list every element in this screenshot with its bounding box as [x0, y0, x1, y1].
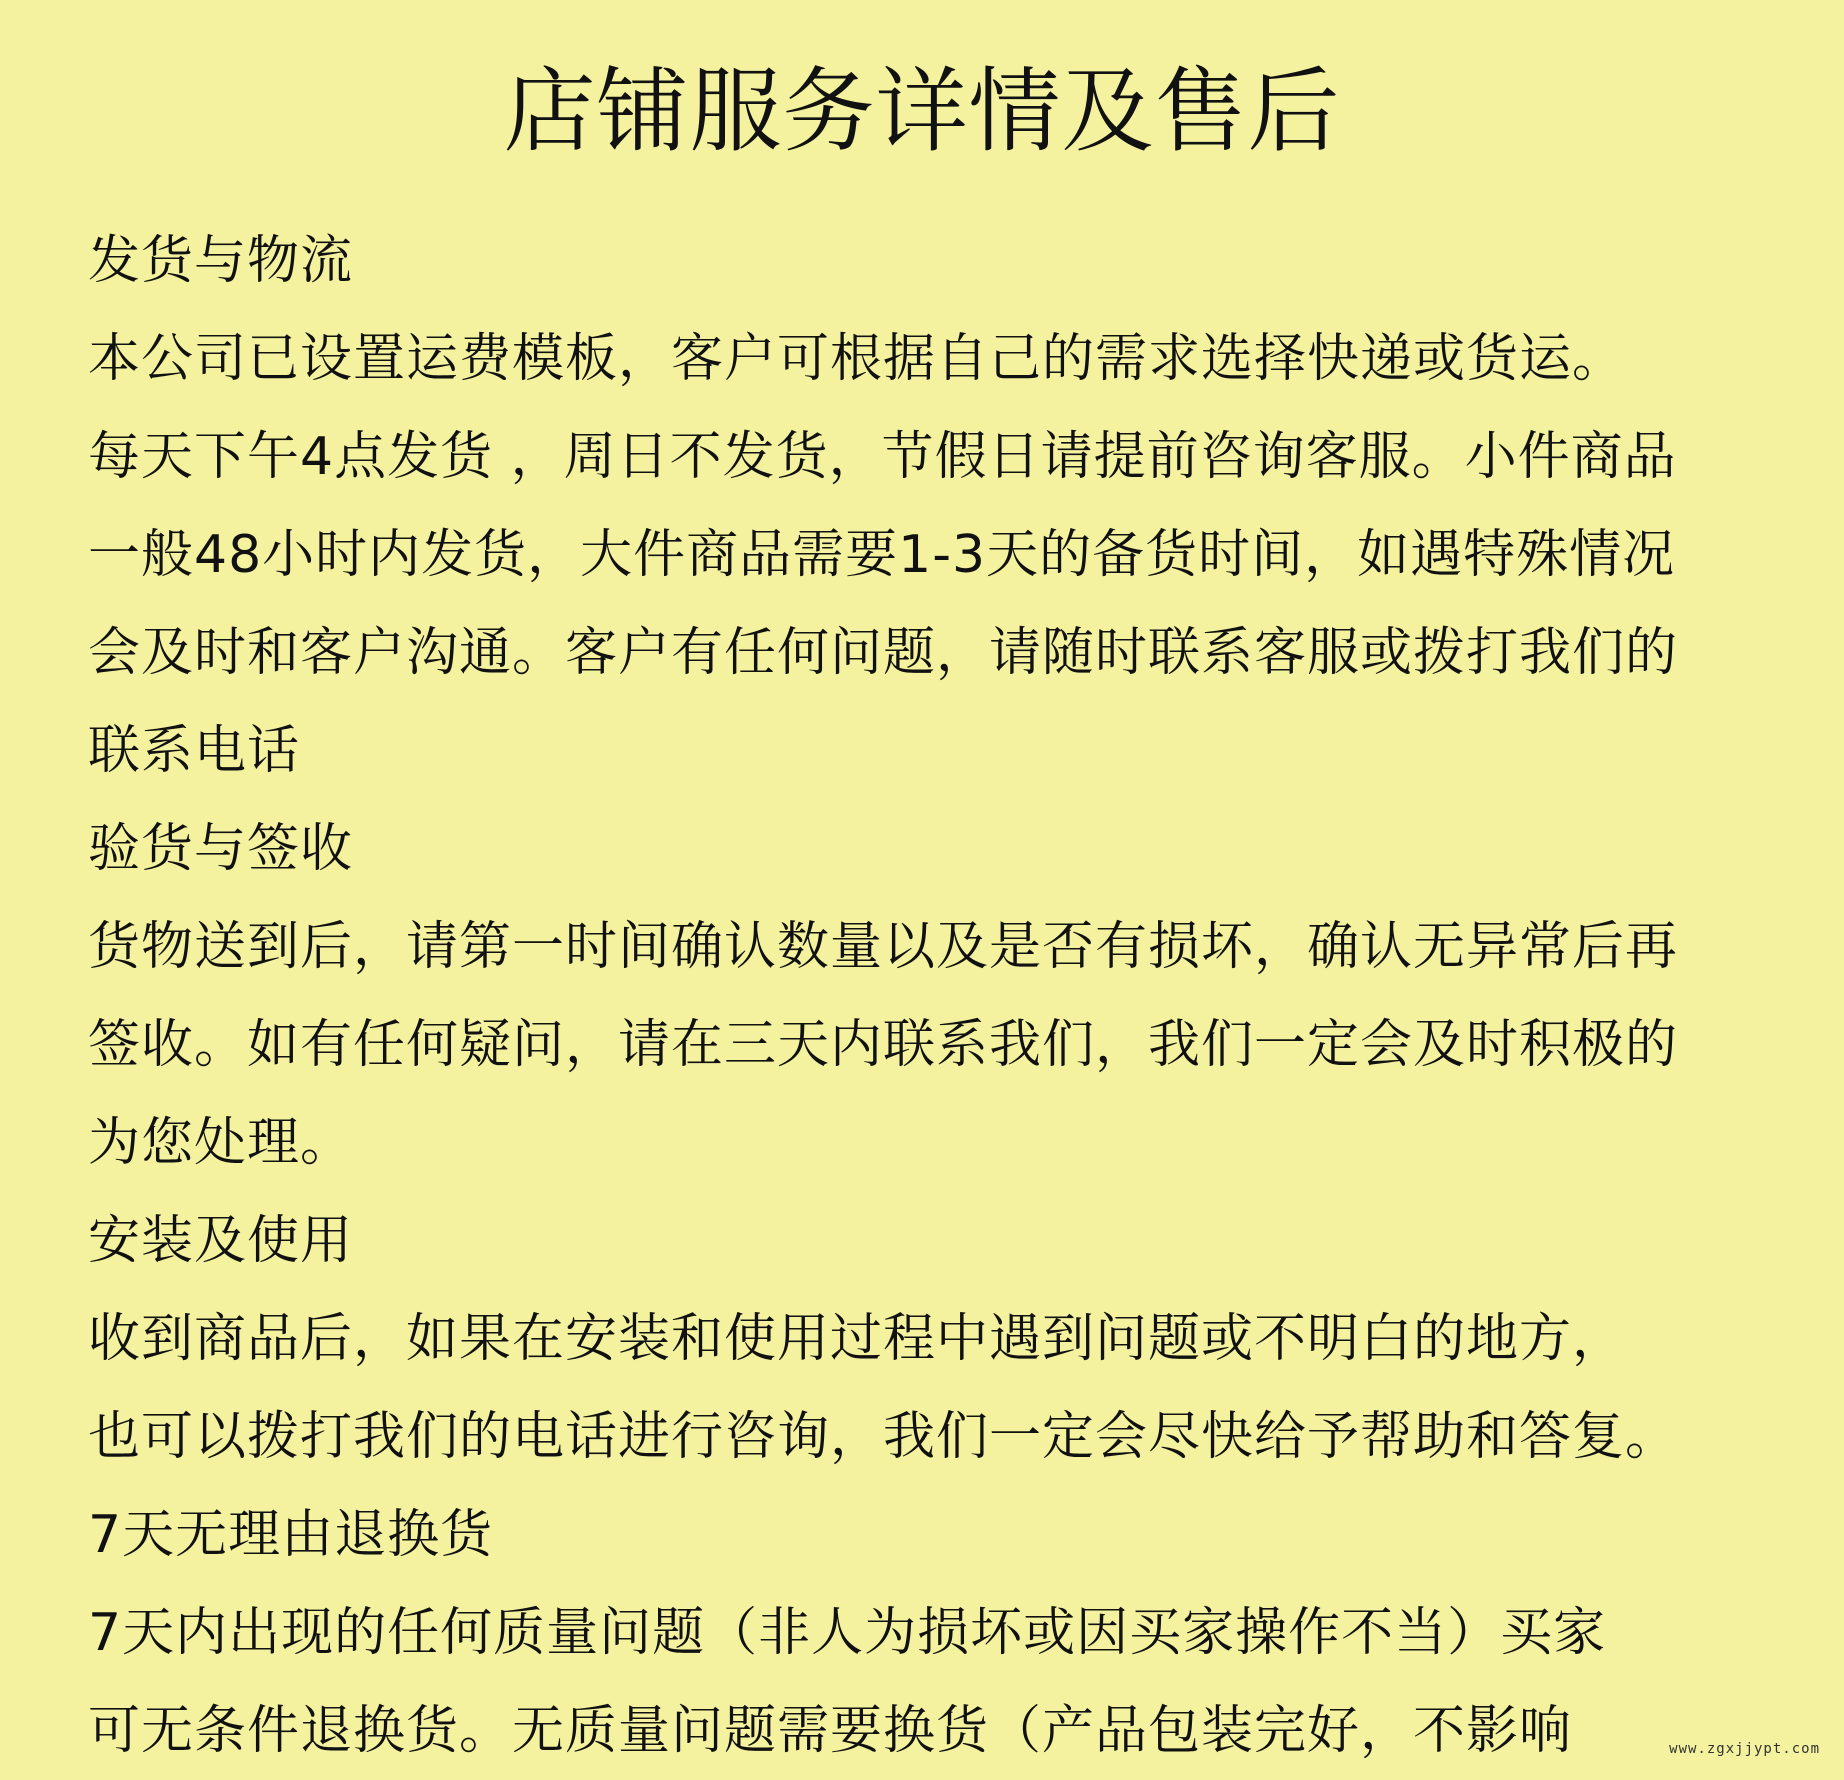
- paragraph-line: 也可以拨打我们的电话进行咨询，我们一定会尽快给予帮助和答复。: [88, 1407, 1679, 1467]
- section-heading: 验货与签收: [88, 819, 354, 879]
- content-body: [88, 212, 1808, 1780]
- paragraph-line: 收到商品后，如果在安装和使用过程中遇到问题或不明白的地方，: [88, 1309, 1626, 1369]
- paragraph-line: 一般48小时内发货，大件商品需要1-3天的备货时间，如遇特殊情况: [88, 525, 1676, 585]
- section-heading: 安装及使用: [88, 1211, 354, 1271]
- paragraph-line: 联系电话: [88, 721, 301, 781]
- section-returns: [88, 1486, 1808, 1780]
- section-heading: 发货与物流: [88, 231, 354, 291]
- paragraph-line: 7天内出现的任何质量问题（非人为损坏或因买家操作不当）买家: [88, 1603, 1607, 1663]
- page-title: 店铺服务详情及售后: [503, 58, 1341, 165]
- paragraph-line: 可无条件退换货。无质量问题需要换货（产品包装完好，不影响: [88, 1701, 1573, 1761]
- paragraph-line: 会及时和客户沟通。客户有任何问题，请随时联系客服或拨打我们的: [88, 623, 1679, 683]
- paragraph-line: 货物送到后，请第一时间确认数量以及是否有损坏，确认无异常后再: [88, 917, 1679, 977]
- paragraph-line: 每天下午4点发货 ，周日不发货，节假日请提前咨询客服。小件商品: [88, 427, 1677, 487]
- paragraph-line: 本公司已设置运费模板，客户可根据自己的需求选择快递或货运。: [88, 329, 1626, 389]
- section-inspection: [88, 800, 1808, 1192]
- paragraph-line: 签收。如有任何疑问，请在三天内联系我们，我们一定会及时积极的: [88, 1015, 1679, 1075]
- section-shipping: [88, 212, 1808, 800]
- paragraph-line: 为您处理。: [88, 1113, 354, 1173]
- section-installation: [88, 1192, 1808, 1486]
- section-heading: 7天无理由退换货: [88, 1505, 494, 1565]
- watermark: www.zgxjjypt.com: [1669, 1741, 1820, 1757]
